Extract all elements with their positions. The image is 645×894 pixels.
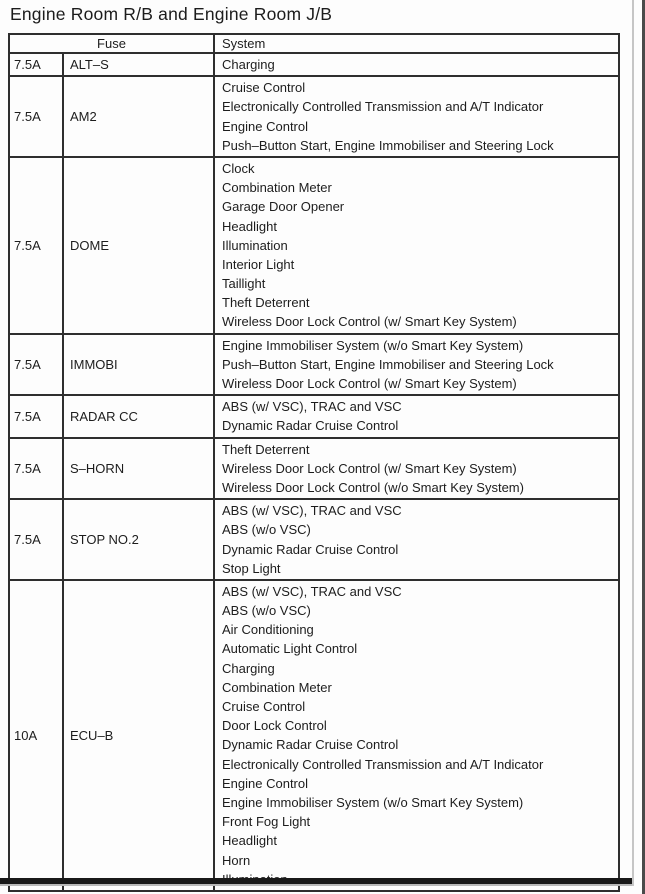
- system-item: Interior Light: [222, 256, 295, 272]
- system-item: Illumination: [222, 237, 288, 253]
- system-item: ABS (w/o VSC): [222, 522, 311, 538]
- fuse-name: STOP NO.2: [63, 499, 214, 580]
- fuse-name: IMMOBI: [63, 334, 214, 396]
- system-item: ABS (w/ VSC), TRAC and VSC: [222, 399, 402, 415]
- system-item: Electronically Controlled Transmission and A/T Indicator: [222, 756, 544, 772]
- system-item: Combination Meter: [222, 679, 332, 695]
- system-item: Garage Door Opener: [222, 199, 345, 215]
- fuse-table-container: [8, 33, 618, 878]
- fuse-systems-cell: [214, 395, 619, 437]
- system-item: Wireless Door Lock Control (w/ Smart Key System): [222, 376, 517, 391]
- fuse-systems-cell: [214, 580, 619, 891]
- system-item: Headlight: [222, 833, 277, 849]
- system-item: Clock: [222, 160, 255, 176]
- page-edge-line: [632, 0, 634, 886]
- system-item: Push–Button Start, Engine Immobiliser and Steering Lock: [222, 356, 554, 372]
- system-item: Cruise Control: [222, 80, 306, 96]
- system-item: Charging: [222, 660, 275, 676]
- system-item: ABS (w/ VSC), TRAC and VSC: [222, 583, 402, 599]
- fuse-name: S–HORN: [63, 438, 214, 500]
- system-item: Charging: [222, 57, 275, 72]
- system-item: Automatic Light Control: [222, 641, 358, 657]
- table-row: [9, 53, 619, 76]
- table-row: [9, 395, 619, 437]
- fuse-systems-cell: [214, 438, 619, 500]
- system-item: Headlight: [222, 218, 277, 234]
- system-item: Air Conditioning: [222, 622, 314, 638]
- fuse-amp-rating: 7.5A: [9, 53, 63, 76]
- fuse-amp-rating: 7.5A: [9, 334, 63, 396]
- system-item: Taillight: [222, 276, 266, 292]
- scan-cutoff-shadow: [0, 884, 634, 886]
- system-item: Stop Light: [222, 560, 281, 576]
- system-item: Horn: [222, 852, 251, 868]
- fuse-name: ALT–S: [63, 53, 214, 76]
- system-item: Door Lock Control: [222, 718, 327, 734]
- table-row: [9, 580, 619, 891]
- table-row: [9, 334, 619, 396]
- system-item: Engine Control: [222, 118, 308, 134]
- fuse-name: ECU–B: [63, 580, 214, 891]
- fuse-name: AM2: [63, 76, 214, 157]
- system-item: Cruise Control: [222, 699, 306, 714]
- system-item: Theft Deterrent: [222, 295, 310, 311]
- table-row: [9, 157, 619, 334]
- table-row: [9, 438, 619, 500]
- system-item: Dynamic Radar Cruise Control: [222, 418, 399, 434]
- fuse-amp-rating: 7.5A: [9, 499, 63, 580]
- system-item: Engine Immobiliser System (w/o Smart Key System): [222, 337, 524, 353]
- fuse-systems-cell: [214, 76, 619, 157]
- system-item: Wireless Door Lock Control (w/o Smart Key System): [222, 479, 524, 495]
- table-header-row: [9, 34, 619, 53]
- column-header-system: System: [214, 34, 619, 53]
- page-title: Engine Room R/B and Engine Room J/B: [10, 4, 333, 24]
- system-item: Combination Meter: [222, 180, 332, 196]
- system-item: Push–Button Start, Engine Immobiliser and Steering Lock: [222, 137, 554, 153]
- fuse-systems-cell: [214, 157, 619, 334]
- system-item: Front Fog Light: [222, 814, 311, 830]
- system-item: ABS (w/o VSC): [222, 603, 311, 619]
- system-item: ABS (w/ VSC), TRAC and VSC: [222, 503, 402, 519]
- fuse-amp-rating: 7.5A: [9, 157, 63, 334]
- system-item: Theft Deterrent: [222, 441, 310, 457]
- column-header-fuse: Fuse: [9, 34, 214, 53]
- fuse-systems-cell: [214, 53, 619, 76]
- table-row: [9, 499, 619, 580]
- system-item: Dynamic Radar Cruise Control: [222, 737, 399, 753]
- system-item: Wireless Door Lock Control (w/ Smart Key System): [222, 460, 517, 476]
- system-item: Dynamic Radar Cruise Control: [222, 541, 399, 557]
- fuse-table: [8, 33, 620, 892]
- fuse-amp-rating: 7.5A: [9, 438, 63, 500]
- fuse-systems-cell: [214, 499, 619, 580]
- fuse-table-body: [9, 53, 619, 891]
- system-item: Engine Control: [222, 775, 308, 791]
- fuse-amp-rating: 7.5A: [9, 76, 63, 157]
- fuse-name: DOME: [63, 157, 214, 334]
- fuse-amp-rating: 7.5A: [9, 395, 63, 437]
- fuse-amp-rating: 10A: [9, 580, 63, 891]
- fuse-name: RADAR CC: [63, 395, 214, 437]
- fuse-systems-cell: [214, 334, 619, 396]
- table-row: [9, 76, 619, 157]
- system-item: Engine Immobiliser System (w/o Smart Key System): [222, 794, 524, 810]
- system-item: Wireless Door Lock Control (w/ Smart Key System): [222, 314, 517, 330]
- system-item: Electronically Controlled Transmission and A/T Indicator: [222, 99, 544, 115]
